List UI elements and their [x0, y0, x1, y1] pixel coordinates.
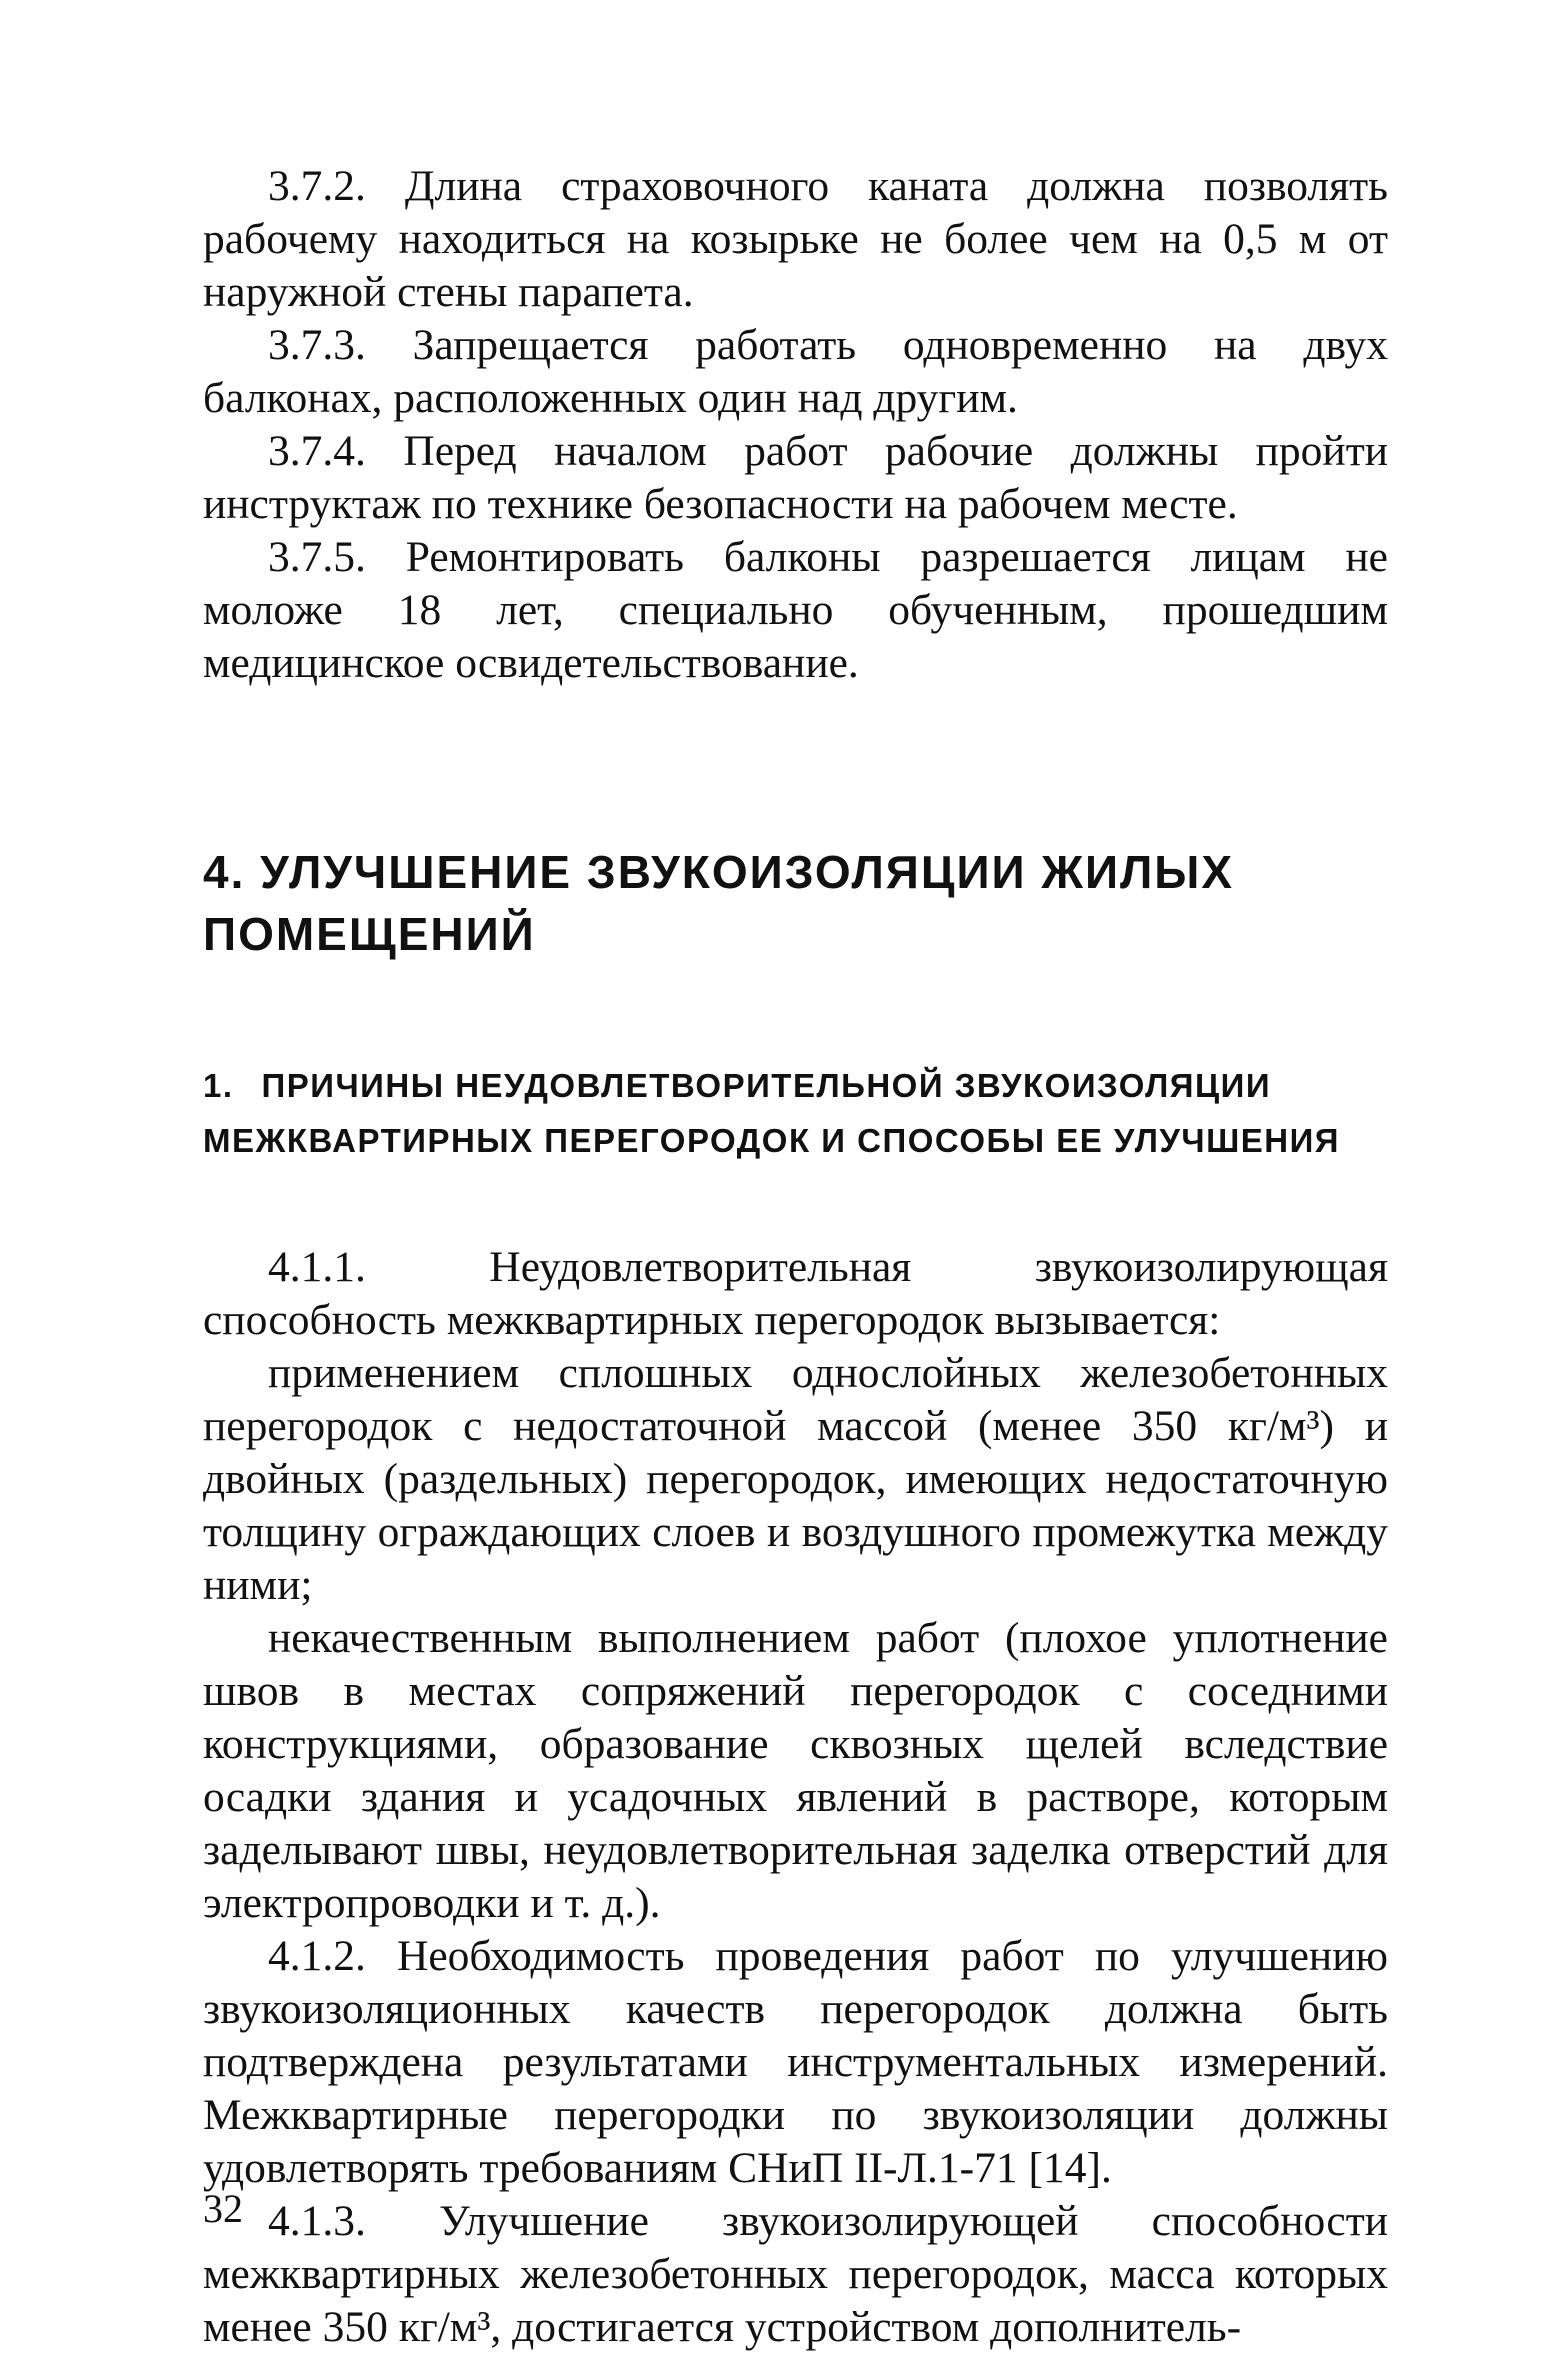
paragraph-reason-2: некачественным выполнением работ (плохое уплотнение швов в местах сопряжений перегородок с соседними конструкциями, образование сквозных щелей вследствие осадки здания и усадочных явлений в растворе, которым заделывают швы, неудовлетворительная заделка отверстий для электропроводки и т. д.). [203, 1614, 1388, 1927]
paragraph-3-7-4: 3.7.4. Перед началом работ рабочие должны пройти инструктаж по технике безопасности на рабочем месте. [203, 427, 1388, 528]
chapter-title: 4. УЛУЧШЕНИЕ ЗВУКОИЗОЛЯЦИИ ЖИЛЫХ ПОМЕЩЕНИЙ [203, 846, 1235, 960]
section-heading [203, 1058, 1388, 1168]
paragraph-3-7-3: 3.7.3. Запрещается работать одновременно на двух балконах, расположенных один над другим. [203, 321, 1388, 422]
page-number: 32 [203, 2186, 243, 2231]
paragraph-3-7-5: 3.7.5. Ремонтировать балконы разрешается лицам не моложе 18 лет, специально обученным, прошедшим медицинское освидетельствование. [203, 533, 1388, 687]
section-number: 1. [203, 1067, 234, 1104]
paragraph-reason-1: применением сплошных однослойных железобетонных перегородок с недостаточной массой (менее 350 кг/м³) и двойных (раздельных) перегородок, имеющих недостаточную толщину ограждающих слоев и воздушного промежутка между ними; [203, 1349, 1388, 1609]
paragraph-4-1-1: 4.1.1. Неудовлетворительная звукоизолирующая способность межквартирных перегородок вызывается: [203, 1243, 1388, 1344]
page-content [203, 160, 1388, 2354]
paragraph-3-7-2: 3.7.2. Длина страховочного каната должна позволять рабочему находиться на козырьке не более чем на 0,5 м от наружной стены парапета. [203, 162, 1388, 316]
section-title: ПРИЧИНЫ НЕУДОВЛЕТВОРИТЕЛЬНОЙ ЗВУКОИЗОЛЯЦИИ МЕЖКВАРТИРНЫХ ПЕРЕГОРОДОК И СПОСОБЫ ЕЕ УЛУЧШЕНИЯ [203, 1067, 1341, 1159]
paragraph-4-1-3: 4.1.3. Улучшение звукоизолирующей способности межквартирных железобетонных перегородок, масса которых менее 350 кг/м³, достигается устройством дополнитель- [203, 2197, 1388, 2351]
paragraph-4-1-2: 4.1.2. Необходимость проведения работ по улучшению звукоизоляционных качеств перегородок должна быть подтверждена результатами инструментальных измерений. Межквартирные перегородки по звукоизоляции должны удовлетворять требованиям СНиП II-Л.1-71 [14]. [203, 1932, 1388, 2192]
